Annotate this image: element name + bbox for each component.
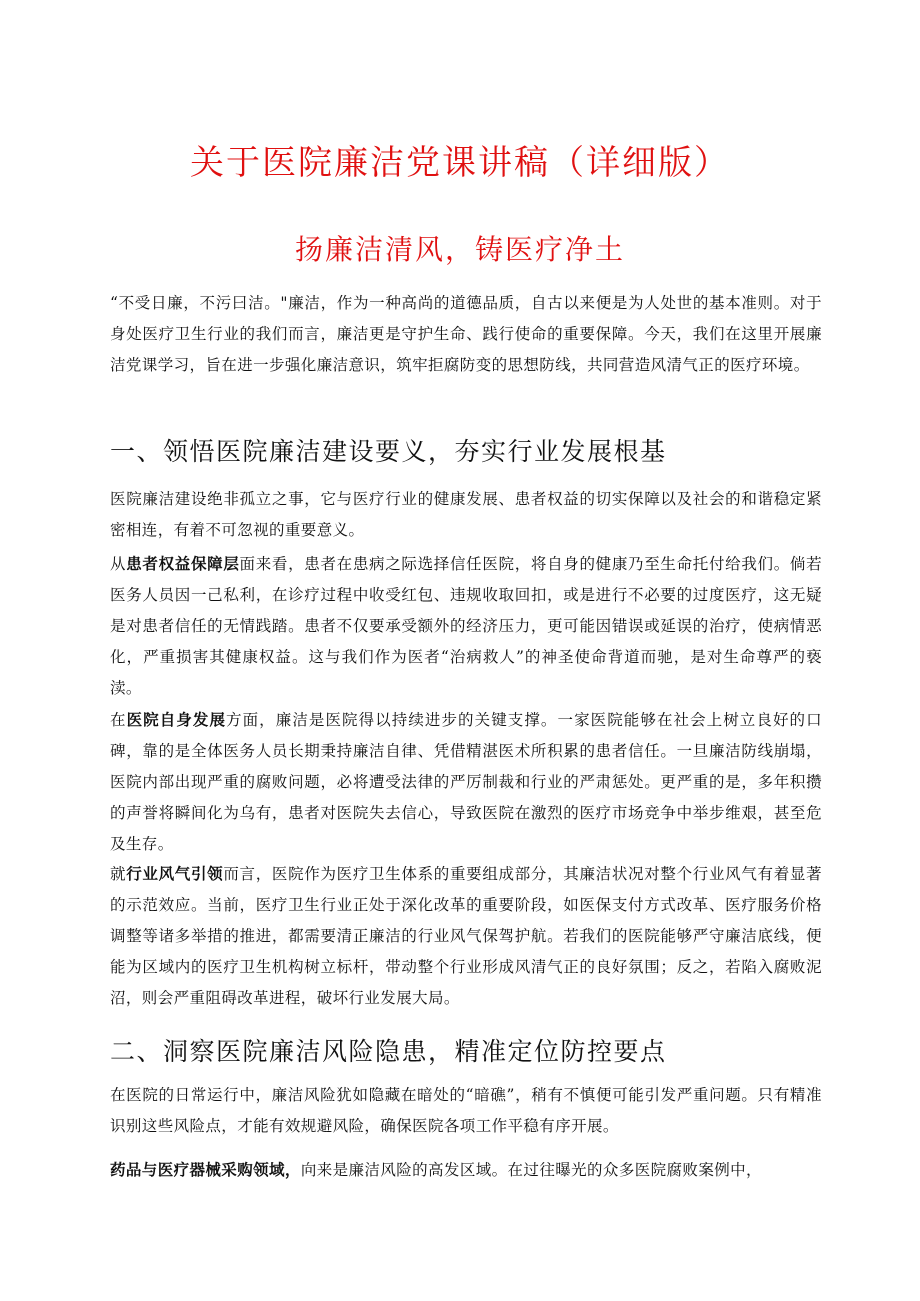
keyword-highlight: 患者权益保障层 [126,554,240,573]
document-subtitle: 扬廉洁清风，铸医疗净土 [294,233,625,266]
section1-lead-paragraph: 医院廉洁建设绝非孤立之事，它与医疗行业的健康发展、患者权益的切实保障以及社会的和谐稳定紧密相连，有着不可忽视的重要意义。 [110,490,822,539]
paragraph-text: 而言，医院作为医疗卫生体系的重要组成部分，其廉洁状况对整个行业风气有着显著的示范效应。当前，医疗卫生行业正处于深化改革的重要阶段，如医保支付方式改革、医疗服务价格调整等诸多举措的推进，都需要清正廉洁的行业风气保驾护航。若我们的医院能够严守廉洁底线，便能为区域内的医疗卫生机构树立标杆，带动整个行业形成风清气正的良好氛围；反之，若陷入腐败泥沼，则会严重阻碍改革进程，破坏行业发展大局。 [110,865,823,1007]
paragraph-prefix: 就 [110,865,127,883]
section2-heading: 二、洞察医院廉洁风险隐患，精准定位防控要点 [110,1037,667,1066]
section1-industry-ethos-paragraph [110,858,822,1014]
section1-hospital-development-paragraph [110,704,822,860]
section1-patient-rights-paragraph [110,548,822,704]
paragraph-text: 方面，廉洁是医院得以持续进步的关键支撑。一家医院能够在社会上树立良好的口碑，靠的是全体医务人员长期秉持廉洁自律、凭借精湛医术所积累的患者信任。一旦廉洁防线崩塌，医院内部出现严重的腐败问题，必将遭受法律的严厉制裁和行业的严肃惩处。更严重的是，多年积攒的声誉将瞬间化为乌有，患者对医院失去信心，导致医院在激烈的医疗市场竞争中举步维艰，甚至危及生存。 [110,711,823,853]
intro-paragraph: “不受日廉，不污曰洁。"廉洁，作为一种高尚的道德品质，自古以来便是为人处世的基本准则。对于身处医疗卫生行业的我们而言，廉洁更是守护生命、践行使命的重要保障。今天，我们在这里开展廉洁党课学习，旨在进一步强化廉洁意识，筑牢拒腐防变的思想防线，共同营造风清气正的医疗环境。 [110,294,822,374]
section1-heading: 一、领悟医院廉洁建设要义，夯实行业发展根基 [110,437,667,466]
paragraph-text: 面来看，患者在患病之际选择信任医院，将自身的健康乃至生命托付给我们。倘若医务人员因一己私利，在诊疗过程中收受红包、违规收取回扣，或是进行不必要的过度医疗，这无疑是对患者信任的无情践踏。患者不仅要承受额外的经济压力，更可能因错误或延误的治疗，使病情恶化，严重损害其健康权益。这与我们作为医者“治病救人”的神圣使命背道而驰，是对生命尊严的亵渎。 [110,555,823,697]
paragraph-prefix: 从 [110,555,127,573]
paragraph-text: 向来是廉洁风险的高发区域。在过往曝光的众多医院腐败案例中， [300,1161,762,1179]
keyword-highlight: 药品与医疗器械采购领域， [110,1160,301,1179]
section2-lead-paragraph: 在医院的日常运行中，廉洁风险犹如隐藏在暗处的“暗礁”，稍有不慎便可能引发严重问题。只有精准识别这些风险点，才能有效规避风险，确保医院各项工作平稳有序开展。 [110,1086,822,1135]
keyword-highlight: 行业风气引领 [126,864,224,883]
document-title: 关于医院廉洁党课讲稿（详细版） [190,143,730,183]
paragraph-prefix: 在 [110,711,127,729]
section2-procurement-paragraph [110,1154,822,1186]
keyword-highlight: 医院自身发展 [126,710,227,729]
